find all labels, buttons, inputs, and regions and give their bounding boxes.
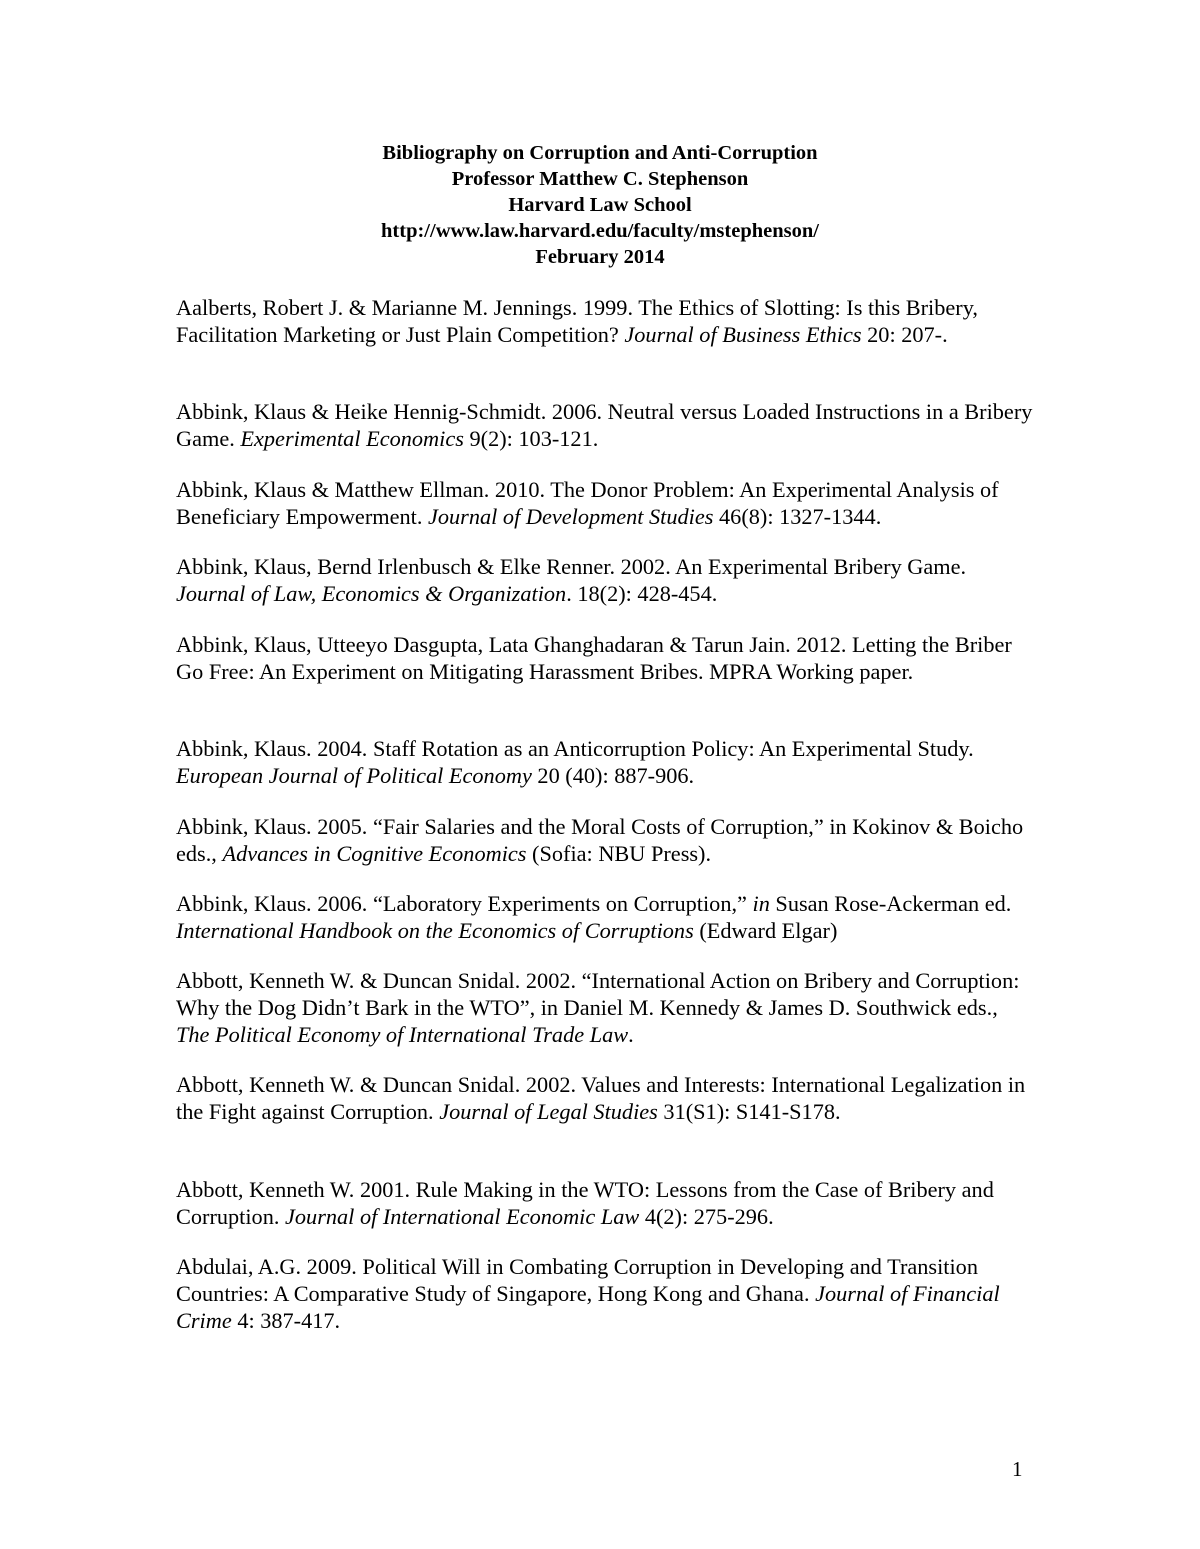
document-institution: Harvard Law School	[508, 194, 692, 216]
bibliography-entry: Abdulai, A.G. 2009. Political Will in Combating Corruption in Developing and Transition Countries: A Comparative Study of Singapore, Hong Kong and Ghana. Journal of Financial Crime 4: 387-417.	[176, 1254, 1000, 1333]
bibliography-entry: Abbink, Klaus & Matthew Ellman. 2010. The Donor Problem: An Experimental Analysis of Beneficiary Empowerment. Journal of Development Studies 46(8): 1327-1344.	[176, 477, 999, 529]
journal-title: International Handbook on the Economics of Corruptions	[176, 918, 694, 943]
page-number: 1	[1012, 1457, 1023, 1481]
bibliography-entry: Abbott, Kenneth W. & Duncan Snidal. 2002. “International Action on Bribery and Corruption: Why the Dog Didn’t Bark in the WTO”, in Daniel M. Kennedy & James D. Southwick eds., The Political Economy of International Trade Law.	[176, 968, 1020, 1047]
journal-title: Journal of International Economic Law	[285, 1204, 640, 1229]
bibliography-entry: Abbink, Klaus, Bernd Irlenbusch & Elke Renner. 2002. An Experimental Bribery Game. Journal of Law, Economics & Organization. 18(2): 428-454.	[176, 554, 967, 606]
journal-title: European Journal of Political Economy	[176, 763, 532, 788]
journal-title: Journal of Business Ethics	[624, 322, 862, 347]
document-author: Professor Matthew C. Stephenson	[451, 168, 749, 190]
journal-title: Journal of Development Studies	[427, 504, 714, 529]
journal-title: Journal of Financial Crime	[176, 1281, 1000, 1333]
bibliography-entry: Aalberts, Robert J. & Marianne M. Jennings. 1999. The Ethics of Slotting: Is this Bribery, Facilitation Marketing or Just Plain Competition? Journal of Business Ethics 20: 207-.	[176, 295, 978, 347]
document-header	[0, 140, 1200, 270]
document-date: February 2014	[535, 246, 665, 268]
bibliography-entry: Abbink, Klaus, Utteeyo Dasgupta, Lata Ghanghadaran & Tarun Jain. 2012. Letting the Briber Go Free: An Experiment on Mitigating Harassment Bribes. MPRA Working paper.	[176, 632, 1012, 684]
journal-title: Advances in Cognitive Economics	[222, 841, 527, 866]
journal-title: Journal of Legal Studies	[439, 1099, 658, 1124]
bibliography-entry: Abbott, Kenneth W. & Duncan Snidal. 2002. Values and Interests: International Legalization in the Fight against Corruption. Journal of Legal Studies 31(S1): S141-S178.	[176, 1072, 1026, 1124]
bibliography-entry: Abbink, Klaus. 2004. Staff Rotation as an Anticorruption Policy: An Experimental Study. European Journal of Political Economy 20 (40): 887-906.	[176, 736, 974, 788]
journal-title: The Political Economy of International Trade Law	[176, 1022, 629, 1047]
bibliography-entry: Abbink, Klaus & Heike Hennig-Schmidt. 2006. Neutral versus Loaded Instructions in a Bribery Game. Experimental Economics 9(2): 103-121.	[176, 399, 1033, 451]
document-url: http://www.law.harvard.edu/faculty/mstephenson/	[381, 220, 819, 242]
journal-title: Experimental Economics	[240, 426, 464, 451]
journal-title: Journal of Law, Economics & Organization	[176, 581, 567, 606]
bibliography-entry: Abbink, Klaus. 2005. “Fair Salaries and the Moral Costs of Corruption,” in Kokinov & Boicho eds., Advances in Cognitive Economics (Sofia: NBU Press).	[176, 814, 1024, 866]
document-title: Bibliography on Corruption and Anti-Corruption	[382, 142, 818, 164]
bibliography-entry: Abbink, Klaus. 2006. “Laboratory Experiments on Corruption,” in Susan Rose-Ackerman ed. International Handbook on the Economics of Corruptions (Edward Elgar)	[176, 891, 1012, 943]
bibliography-entry: Abbott, Kenneth W. 2001. Rule Making in the WTO: Lessons from the Case of Bribery and Corruption. Journal of International Economic Law 4(2): 275-296.	[176, 1177, 994, 1229]
